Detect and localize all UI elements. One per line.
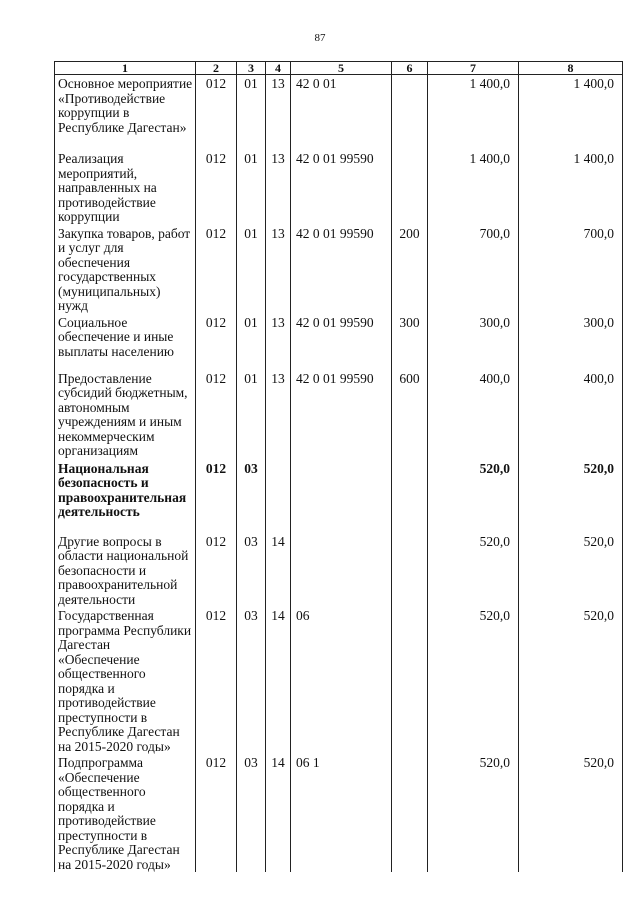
row-target-article: 42 0 01 99590 <box>291 150 392 225</box>
row-section-code: 03 <box>237 607 266 754</box>
table-header <box>55 62 623 75</box>
header-cell-3: 3 <box>237 62 266 75</box>
row-subsection-code: 13 <box>266 75 291 151</box>
row-subsection-code: 13 <box>266 150 291 225</box>
header-row <box>55 62 623 75</box>
row-ministry-code: 012 <box>196 225 237 314</box>
row-ministry-code: 012 <box>196 314 237 370</box>
row-ministry-code: 012 <box>196 370 237 460</box>
row-ministry-code: 012 <box>196 607 237 754</box>
row-target-article: 42 0 01 99590 <box>291 314 392 370</box>
row-amount-2: 520,0 <box>519 607 623 754</box>
row-amount-1: 300,0 <box>428 314 519 370</box>
row-amount-2: 700,0 <box>519 225 623 314</box>
row-amount-1: 520,0 <box>428 754 519 872</box>
row-target-article <box>291 533 392 608</box>
row-section-code: 01 <box>237 314 266 370</box>
table-row <box>55 754 623 872</box>
row-expense-type <box>392 75 428 151</box>
budget-table <box>54 61 623 872</box>
row-expense-type: 200 <box>392 225 428 314</box>
row-amount-2: 520,0 <box>519 460 623 533</box>
row-ministry-code: 012 <box>196 75 237 151</box>
row-expense-type <box>392 150 428 225</box>
row-name: Другие вопросы в области национальной безопасности и правоохранительной деятельности <box>55 533 196 608</box>
table-row <box>55 533 623 608</box>
row-subsection-code: 13 <box>266 225 291 314</box>
table-row <box>55 75 623 151</box>
row-ministry-code: 012 <box>196 754 237 872</box>
row-amount-1: 520,0 <box>428 607 519 754</box>
row-subsection-code: 13 <box>266 314 291 370</box>
row-section-code: 03 <box>237 533 266 608</box>
row-target-article: 42 0 01 99590 <box>291 225 392 314</box>
table-body <box>55 75 623 873</box>
row-target-article: 06 1 <box>291 754 392 872</box>
header-cell-6: 6 <box>392 62 428 75</box>
row-ministry-code: 012 <box>196 460 237 533</box>
row-amount-1: 400,0 <box>428 370 519 460</box>
row-expense-type <box>392 533 428 608</box>
row-target-article: 06 <box>291 607 392 754</box>
row-target-article: 42 0 01 <box>291 75 392 151</box>
row-section-code: 01 <box>237 150 266 225</box>
row-amount-1: 1 400,0 <box>428 150 519 225</box>
table-row <box>55 460 623 533</box>
row-amount-2: 520,0 <box>519 533 623 608</box>
row-expense-type <box>392 754 428 872</box>
row-amount-2: 1 400,0 <box>519 150 623 225</box>
row-expense-type <box>392 460 428 533</box>
table-row <box>55 314 623 370</box>
row-subsection-code: 14 <box>266 607 291 754</box>
row-target-article: 42 0 01 99590 <box>291 370 392 460</box>
header-cell-5: 5 <box>291 62 392 75</box>
row-section-code: 03 <box>237 460 266 533</box>
header-cell-2: 2 <box>196 62 237 75</box>
row-name: Подпрограмма «Обеспечение общественного порядка и противодействие преступности в Республике Дагестан на 2015-2020 годы» <box>55 754 196 872</box>
row-ministry-code: 012 <box>196 150 237 225</box>
row-section-code: 01 <box>237 370 266 460</box>
row-section-code: 03 <box>237 754 266 872</box>
header-cell-1: 1 <box>55 62 196 75</box>
row-target-article <box>291 460 392 533</box>
row-expense-type: 600 <box>392 370 428 460</box>
row-ministry-code: 012 <box>196 533 237 608</box>
row-amount-1: 520,0 <box>428 533 519 608</box>
row-amount-1: 1 400,0 <box>428 75 519 151</box>
row-amount-1: 700,0 <box>428 225 519 314</box>
row-subsection-code: 14 <box>266 754 291 872</box>
table-row <box>55 370 623 460</box>
table-row <box>55 150 623 225</box>
table-row <box>55 607 623 754</box>
row-expense-type: 300 <box>392 314 428 370</box>
header-cell-4: 4 <box>266 62 291 75</box>
row-amount-2: 520,0 <box>519 754 623 872</box>
table-row <box>55 225 623 314</box>
row-amount-1: 520,0 <box>428 460 519 533</box>
row-name: Государственная программа Республики Дагестан «Обеспечение общественного порядка и противодействие преступности в Республике Дагестан на 2015-2020 годы» <box>55 607 196 754</box>
page-number: 87 <box>314 32 326 44</box>
row-expense-type <box>392 607 428 754</box>
row-amount-2: 300,0 <box>519 314 623 370</box>
row-subsection-code: 13 <box>266 370 291 460</box>
row-name: Закупка товаров, работ и услуг для обеспечения государственных (муниципальных) нужд <box>55 225 196 314</box>
row-name: Предоставление субсидий бюджетным, автономным учреждениям и иным некоммерческим организациям <box>55 370 196 460</box>
row-name: Основное мероприятие «Противодействие коррупции в Республике Дагестан» <box>55 75 196 151</box>
row-name: Социальное обеспечение и иные выплаты населению <box>55 314 196 370</box>
row-section-code: 01 <box>237 75 266 151</box>
row-subsection-code <box>266 460 291 533</box>
row-amount-2: 400,0 <box>519 370 623 460</box>
header-cell-8: 8 <box>519 62 623 75</box>
row-subsection-code: 14 <box>266 533 291 608</box>
row-name: Реализация мероприятий, направленных на противодействие коррупции <box>55 150 196 225</box>
row-amount-2: 1 400,0 <box>519 75 623 151</box>
header-cell-7: 7 <box>428 62 519 75</box>
row-section-code: 01 <box>237 225 266 314</box>
row-name: Национальная безопасность и правоохранительная деятельность <box>55 460 196 533</box>
